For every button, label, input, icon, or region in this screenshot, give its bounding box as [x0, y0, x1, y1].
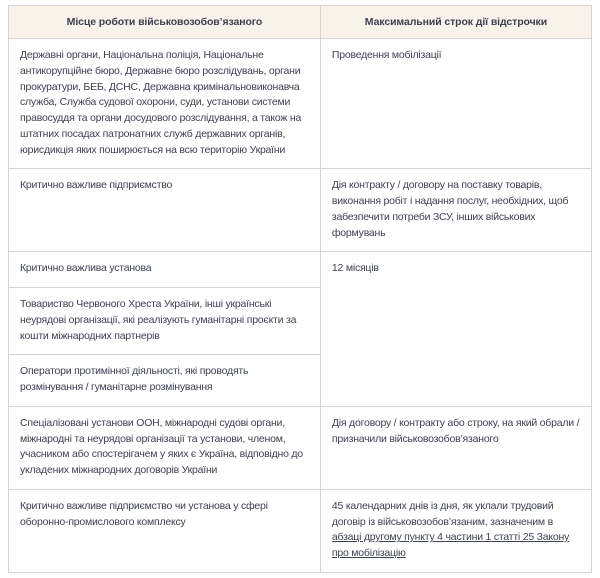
column-header-place: Місце роботи військовозобов’язаного: [9, 6, 321, 39]
cell-term-rowspan: 12 місяців: [320, 252, 591, 407]
cell-term: Дія договору / контракту або строку, на який обрали / призначили військовозобов’язаного: [320, 406, 591, 489]
cell-place: Спеціалізовані установи ООН, міжнародні судові органи, міжнародні та неурядові організації та установи, членом, учасником або спостерігачем у яких є Україна, відповідно до укладених міжнародних договорів України: [9, 406, 321, 489]
header-row: [9, 6, 592, 39]
table-row: [9, 252, 592, 288]
term-text: 45 календарних днів із дня, як уклали трудовий договір із військовозобов’язаним, зазначеним в: [331, 499, 554, 528]
column-header-term: Максимальний строк дії відстрочки: [320, 6, 591, 39]
deferral-table: [8, 5, 592, 573]
table-row: [9, 169, 592, 252]
cell-term: [320, 489, 591, 572]
cell-place: Державні органи, Національна поліція, Національне антикорупційне бюро, Державне бюро розслідувань, органи прокуратури, БЕБ, ДСНС, Державна кримінальновиконавча служба, Служба судової охорони, суди, установи системи правосуддя та органи досудового розслідування, а також на штатних посадах патронатних служб державних органів, юрисдикція яких поширюється на всю територію України: [9, 39, 321, 169]
cell-place: Критично важливе підприємство чи установа у сфері оборонно-промислового комплексу: [9, 489, 321, 572]
table-row: [9, 489, 592, 572]
mobilization-law-link[interactable]: абзаці другому пункту 4 частини 1 статті 25 Закону про мобілізацію: [331, 531, 570, 559]
cell-place: Оператори протимінної діяльності, які проводять розмінування / гуманітарне розмінування: [9, 355, 321, 407]
cell-place: Критично важливе підприємство: [9, 169, 321, 252]
cell-term: Дія контракту / договору на поставку товарів, виконання робіт і надання послуг, необхідних, щоб забезпечити потреби ЗСУ, інших військових формувань: [320, 169, 591, 252]
cell-place: Критично важлива установа: [9, 252, 321, 288]
table-row: [9, 39, 592, 169]
cell-place: Товариство Червоного Хреста України, інші українські неурядові організації, які реалізують гуманітарні проєкти за кошти міжнародних партнерів: [9, 288, 321, 355]
table-row: [9, 406, 592, 489]
cell-term: Проведення мобілізації: [320, 39, 591, 169]
